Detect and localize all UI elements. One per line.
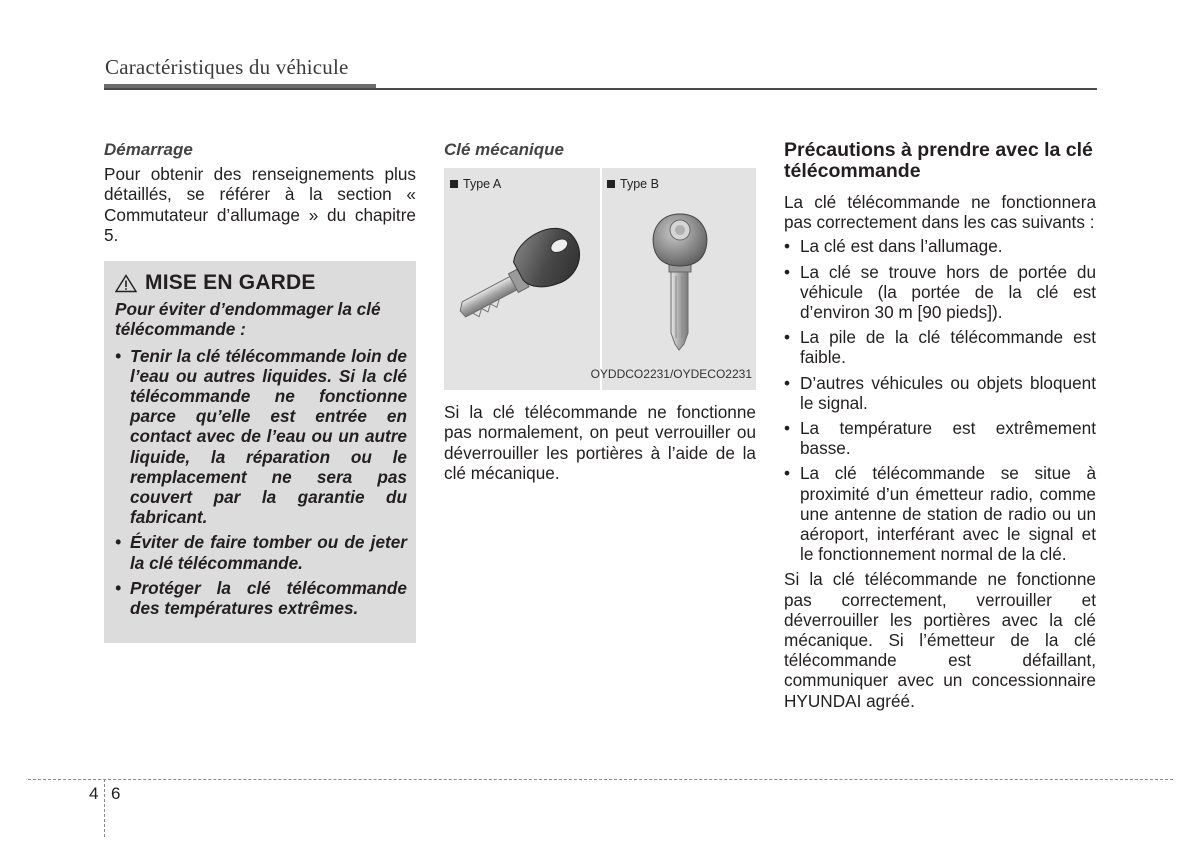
column-left <box>104 140 416 643</box>
column-right <box>784 140 1096 711</box>
cle-mecanique-paragraph: Si la clé télécommande ne fonctionne pas normalement, on peut verrouiller ou déverrouiller les portières à l’aide de la clé mécanique. <box>444 402 756 483</box>
key-figure <box>444 168 756 390</box>
warning-item: • Éviter de faire tomber ou de jeter la clé télécommande. <box>115 532 407 572</box>
precaution-item: • La température est extrêmement basse. <box>784 418 1096 458</box>
demarrage-paragraph: Pour obtenir des renseignements plus détaillés, se référer à la section « Commutateur d’allumage » du chapitre 5. <box>104 164 416 245</box>
page-number: 6 <box>111 784 121 803</box>
precautions-intro: La clé télécommande ne fonctionnera pas correctement dans les cas suivants : <box>784 192 1096 233</box>
precautions-list <box>784 236 1096 564</box>
warning-triangle-icon <box>115 274 137 293</box>
precaution-item: • La pile de la clé télécommande est faible. <box>784 327 1096 367</box>
precaution-item: • La clé se trouve hors de portée du véhicule (la portée de la clé est d’environ 30 m [90 pieds]). <box>784 262 1096 323</box>
warning-title <box>115 273 407 293</box>
figure-code: OYDDCO2231/OYDECO2231 <box>590 367 752 381</box>
subheading-cle-mecanique: Clé mécanique <box>444 140 564 159</box>
footer-rule <box>28 779 1173 780</box>
precaution-item: • La clé est dans l’allumage. <box>784 236 1096 256</box>
figure-label-type-b: Type B <box>607 174 659 194</box>
key-type-b-image <box>602 168 758 390</box>
warning-list <box>115 346 407 619</box>
key-type-a-image <box>444 168 600 390</box>
header-rule <box>104 88 1097 90</box>
precautions-closing: Si la clé télécommande ne fonctionne pas correctement, verrouiller et déverrouiller les portières avec la clé mécanique. Si l’émetteur de la clé télécommande est défaillant, communiquer avec un concessionnaire HYUNDAI agréé. <box>784 569 1096 711</box>
warning-item: • Tenir la clé télécommande loin de l’eau ou autres liquides. Si la clé télécommande ne fonctionne parce qu’elle est entrée en contact avec de l’eau ou un autre liquide, la réparation ou le remplacement ne sera pas couvert par la garantie du fabricant. <box>115 346 407 528</box>
precautions-heading: Précautions à prendre avec la clé télécommande <box>784 139 1093 182</box>
warning-intro: Pour éviter d’endommager la clé télécommande : <box>115 299 381 340</box>
footer-separator <box>104 779 105 837</box>
column-middle <box>444 140 756 483</box>
section-title: Caractéristiques du véhicule <box>105 55 349 79</box>
precaution-item: • D’autres véhicules ou objets bloquent le signal. <box>784 373 1096 413</box>
figure-label-type-a: Type A <box>450 174 501 194</box>
warning-title-text: MISE EN GARDE <box>145 271 316 295</box>
chapter-number: 4 <box>89 784 99 803</box>
warning-item: • Protéger la clé télécommande des températures extrêmes. <box>115 578 407 618</box>
subheading-demarrage: Démarrage <box>104 140 193 159</box>
warning-box <box>104 261 416 643</box>
precaution-item: • La clé télécommande se situe à proximité d’un émetteur radio, comme une antenne de station de radio ou un aéroport, interférant avec le signal et le fonctionnement normal de la clé. <box>784 463 1096 564</box>
